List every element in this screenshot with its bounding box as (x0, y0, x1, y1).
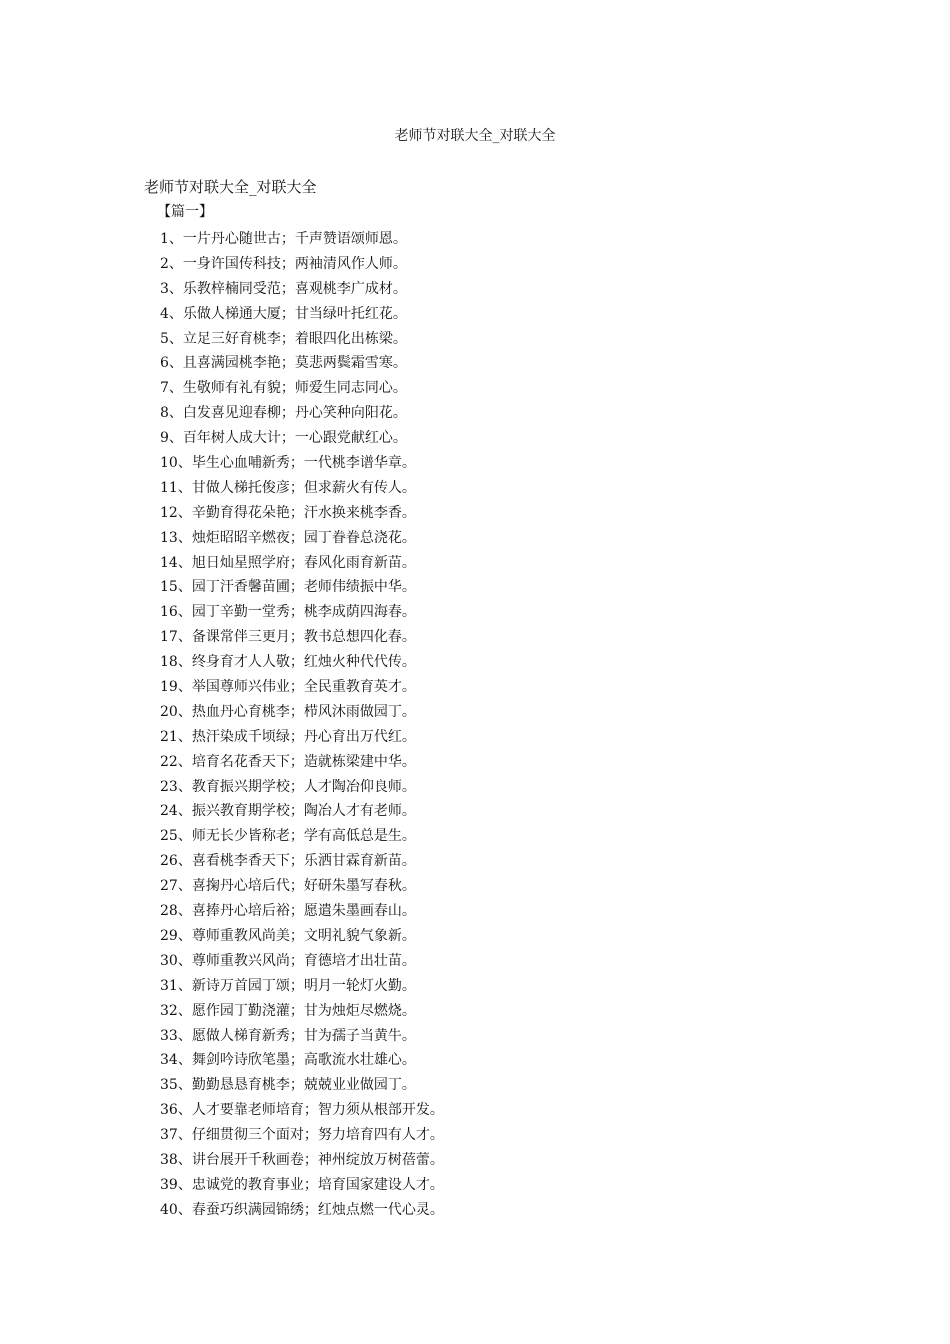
list-item: 9、百年树人成大计；一心跟党献红心。 (160, 430, 407, 447)
list-item: 17、备课常伴三更月；教书总想四化春。 (160, 629, 416, 646)
list-item: 1、一片丹心随世古；千声赞语颂师恩。 (160, 231, 407, 247)
list-item: 25、师无长少皆称老；学有高低总是生。 (160, 828, 416, 845)
list-item: 8、白发喜见迎春柳；丹心笑种向阳花。 (160, 405, 407, 422)
list-item: 27、喜掬丹心培后代；好研朱墨写春秋。 (160, 878, 416, 895)
list-item: 11、甘做人梯托俊彦；但求薪火有传人。 (160, 479, 416, 496)
section-label: 【篇一】 (157, 204, 213, 220)
list-item: 36、人才要靠老师培育；智力须从根部开发。 (160, 1102, 444, 1119)
page-header: 老师节对联大全_对联大全 (394, 128, 556, 144)
list-item: 2、一身许国传科技；两袖清风作人师。 (160, 255, 407, 272)
list-item: 13、烛炬昭昭辛燃夜；园丁眷眷总浇花。 (160, 529, 416, 546)
list-item: 18、终身育才人人敬；红烛火种代代传。 (160, 654, 416, 671)
list-item: 12、辛勤育得花朵艳；汗水换来桃李香。 (160, 504, 416, 521)
list-item: 24、振兴教育期学校；陶冶人才有老师。 (160, 803, 416, 820)
list-item: 28、喜捧丹心培后裕；愿遣朱墨画春山。 (160, 903, 416, 920)
list-item: 5、立足三好育桃李；着眼四化出栋梁。 (160, 330, 407, 347)
list-item: 40、春蚕巧织满园锦绣；红烛点燃一代心灵。 (160, 1201, 444, 1218)
list-item: 15、园丁汗香馨苗圃；老师伟绩振中华。 (160, 579, 416, 596)
list-item: 6、且喜满园桃李艳；莫悲两鬓霜雪寒。 (160, 355, 407, 372)
list-item: 35、勤勤恳恳育桃李；兢兢业业做园丁。 (160, 1077, 416, 1094)
list-item: 3、乐教梓楠同受范；喜观桃李广成材。 (160, 280, 407, 297)
list-item: 29、尊师重教风尚美；文明礼貌气象新。 (160, 927, 416, 944)
list-item: 21、热汗染成千顷绿；丹心育出万代红。 (160, 728, 416, 745)
list-item: 37、仔细贯彻三个面对；努力培育四有人才。 (160, 1127, 444, 1144)
list-item: 23、教育振兴期学校；人才陶冶仰良师。 (160, 778, 416, 795)
list-item: 16、园丁辛勤一堂秀；桃李成荫四海春。 (160, 604, 416, 621)
list-item: 31、新诗万首园丁颂；明月一轮灯火勤。 (160, 977, 416, 994)
list-item: 19、举国尊师兴伟业；全民重教育英才。 (160, 679, 416, 696)
list-item: 39、忠诚党的教育事业；培育国家建设人才。 (160, 1176, 444, 1193)
list-item: 7、生敬师有礼有貌；师爱生同志同心。 (160, 380, 407, 397)
list-item: 4、乐做人梯通大厦；甘当绿叶托红花。 (160, 305, 407, 322)
list-item: 34、舞剑吟诗欣笔墨；高歌流水壮雄心。 (160, 1052, 416, 1069)
list-item: 10、毕生心血哺新秀；一代桃李谱华章。 (160, 455, 416, 472)
list-item: 38、讲台展开千秋画卷；神州绽放万树蓓蕾。 (160, 1151, 444, 1168)
list-item: 30、尊师重教兴风尚；育德培才出壮苗。 (160, 952, 416, 969)
list-item: 22、培育名花香天下；造就栋梁建中华。 (160, 753, 416, 770)
list-item: 14、旭日灿星照学府；春风化雨育新苗。 (160, 554, 416, 571)
document-title: 老师节对联大全_对联大全 (144, 178, 317, 196)
list-item: 20、热血丹心育桃李；栉风沐雨做园丁。 (160, 703, 416, 720)
list-item: 33、愿做人梯育新秀；甘为孺子当黄牛。 (160, 1027, 416, 1044)
list-item: 26、喜看桃李香天下；乐洒甘霖育新苗。 (160, 853, 416, 870)
list-item: 32、愿作园丁勤浇灌；甘为烛炬尽燃烧。 (160, 1002, 416, 1019)
couplet-list (160, 227, 444, 1223)
